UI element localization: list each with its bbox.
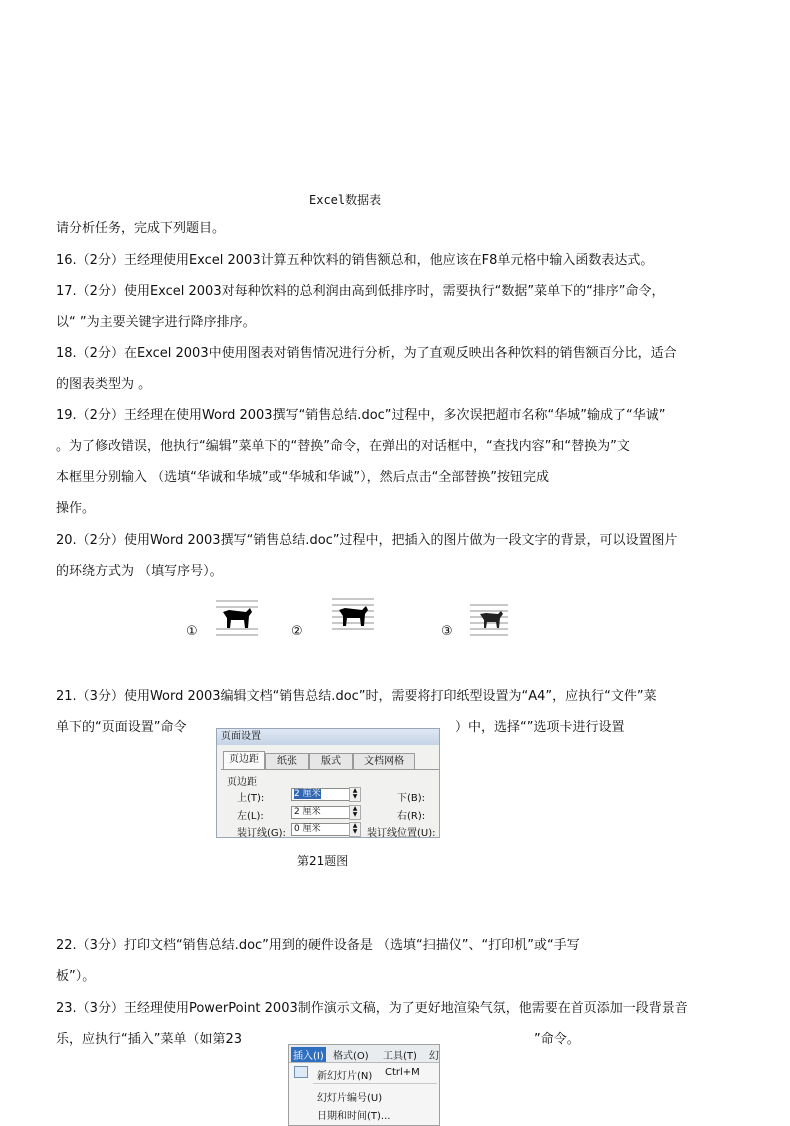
margins-panel xyxy=(221,769,439,838)
menu-item-new-slide: 新幻灯片(N) xyxy=(317,1071,373,1082)
table-caption: Excel数据表 xyxy=(309,193,382,207)
text-line: 18.（2分）在Excel 2003中使用图表对销售情况进行分析，为了直观反映出各种饮料的销售额百分比，适合 xyxy=(56,346,677,361)
text-line: 乐，应执行“插入”菜单（如第23 xyxy=(56,1032,243,1047)
spin-icon: ▲ ▼ xyxy=(349,805,361,820)
text-line: 操作。 xyxy=(56,501,96,516)
text-line: 以“ ”为主要关键字进行降序排序。 xyxy=(56,315,256,330)
text-line: 23.（3分）王经理使用PowerPoint 2003制作演示文稿，为了更好地渲染气氛，他需要在首页添加一段背景音 xyxy=(56,1001,688,1016)
text-line: 17.（2分）使用Excel 2003对每种饮料的总利润由高到低排序时，需要执行“数据”菜单下的“排序”命令， xyxy=(56,284,665,299)
menu-slideshow: 幻 xyxy=(429,1051,439,1062)
spin-icon: ▲ ▼ xyxy=(349,787,361,802)
tab-doc-grid: 文档网格 xyxy=(353,753,415,769)
text-line: 20.（2分）使用Word 2003撰写“销售总结.doc”过程中，把插入的图片做为一段文字的背景，可以设置图片 xyxy=(56,533,678,548)
text-line: 单下的“页面设置”命令 xyxy=(56,720,187,735)
text-line: 的环绕方式为 （填写序号）。 xyxy=(56,564,223,579)
text-line: 本框里分别输入 （选填“华诚和华城”或“华城和华诚”），然后点击“全部替换”按钮完成 xyxy=(56,470,550,485)
menu-item-shortcut: Ctrl+M xyxy=(385,1067,420,1078)
text-line: ）中，选择“”选项卡进行设置 xyxy=(455,720,625,735)
menu-item-slide-number: 幻灯片编号(U) xyxy=(317,1093,383,1104)
dialog-title: 页面设置 xyxy=(217,729,439,745)
menu-tools: 工具(T) xyxy=(383,1051,417,1062)
text-line: 。为了修改错误，他执行“编辑”菜单下的“替换”命令，在弹出的对话框中，“查找内容”和“替换为”文 xyxy=(56,439,630,454)
gutter-position-label: 装订线位置(U): xyxy=(367,828,436,838)
wrap-behind-text-icon xyxy=(332,596,374,636)
tab-layout: 版式 xyxy=(309,753,353,769)
right-margin-label: 右(R): xyxy=(397,811,426,822)
group-label: 页边距 xyxy=(227,777,257,788)
left-margin-field: 2 厘米 xyxy=(291,806,353,819)
figure-caption: 第21题图 xyxy=(297,854,349,868)
option-number: ③ xyxy=(441,624,453,639)
insert-menu xyxy=(288,1044,440,1126)
text-line: 21.（3分）使用Word 2003编辑文档“销售总结.doc”时，需要将打印纸型设置为“A4”，应执行“文件”菜 xyxy=(56,689,657,704)
text-line: 19.（2分）王经理在使用Word 2003撰写“销售总结.doc”过程中，多次误把超市名称“华城”输成了“华诚” xyxy=(56,408,666,423)
bottom-margin-label: 下(B): xyxy=(397,793,426,804)
menu-separator xyxy=(313,1083,437,1084)
top-margin-label: 上(T): xyxy=(237,793,265,804)
text-line: 请分析任务，完成下列题目。 xyxy=(56,221,226,236)
menu-format: 格式(O) xyxy=(333,1051,369,1062)
gutter-label: 装订线(G): xyxy=(237,828,286,838)
option-number: ① xyxy=(186,624,198,639)
option-number: ② xyxy=(291,624,303,639)
menu-insert: 插入(I) xyxy=(291,1047,326,1062)
spin-icon: ▲ ▼ xyxy=(349,822,361,837)
menu-item-date-time: 日期和时间(T)... xyxy=(317,1111,391,1122)
wrap-square-icon xyxy=(216,598,258,638)
tab-paper: 纸张 xyxy=(265,753,309,769)
top-margin-field: 2 厘米 xyxy=(291,788,353,801)
left-margin-label: 左(L): xyxy=(237,811,264,822)
gutter-field: 0 厘米 xyxy=(291,823,353,836)
menu-bar xyxy=(289,1045,439,1063)
text-line: 的图表类型为 。 xyxy=(56,377,152,392)
wrap-in-front-icon xyxy=(470,602,508,642)
text-line: 16.（2分）王经理使用Excel 2003计算五种饮料的销售额总和，他应该在F8单元格中输入函数表达式。 xyxy=(56,253,654,268)
text-line: ”命令。 xyxy=(534,1032,580,1047)
new-slide-icon xyxy=(294,1066,308,1078)
tab-margins: 页边距 xyxy=(223,751,265,770)
text-line: 板”）。 xyxy=(56,969,96,984)
text-line: 22.（3分）打印文档“销售总结.doc”用到的硬件设备是 （选填“扫描仪”、“打印机”或“手写 xyxy=(56,938,580,953)
page-setup-dialog xyxy=(216,728,440,838)
